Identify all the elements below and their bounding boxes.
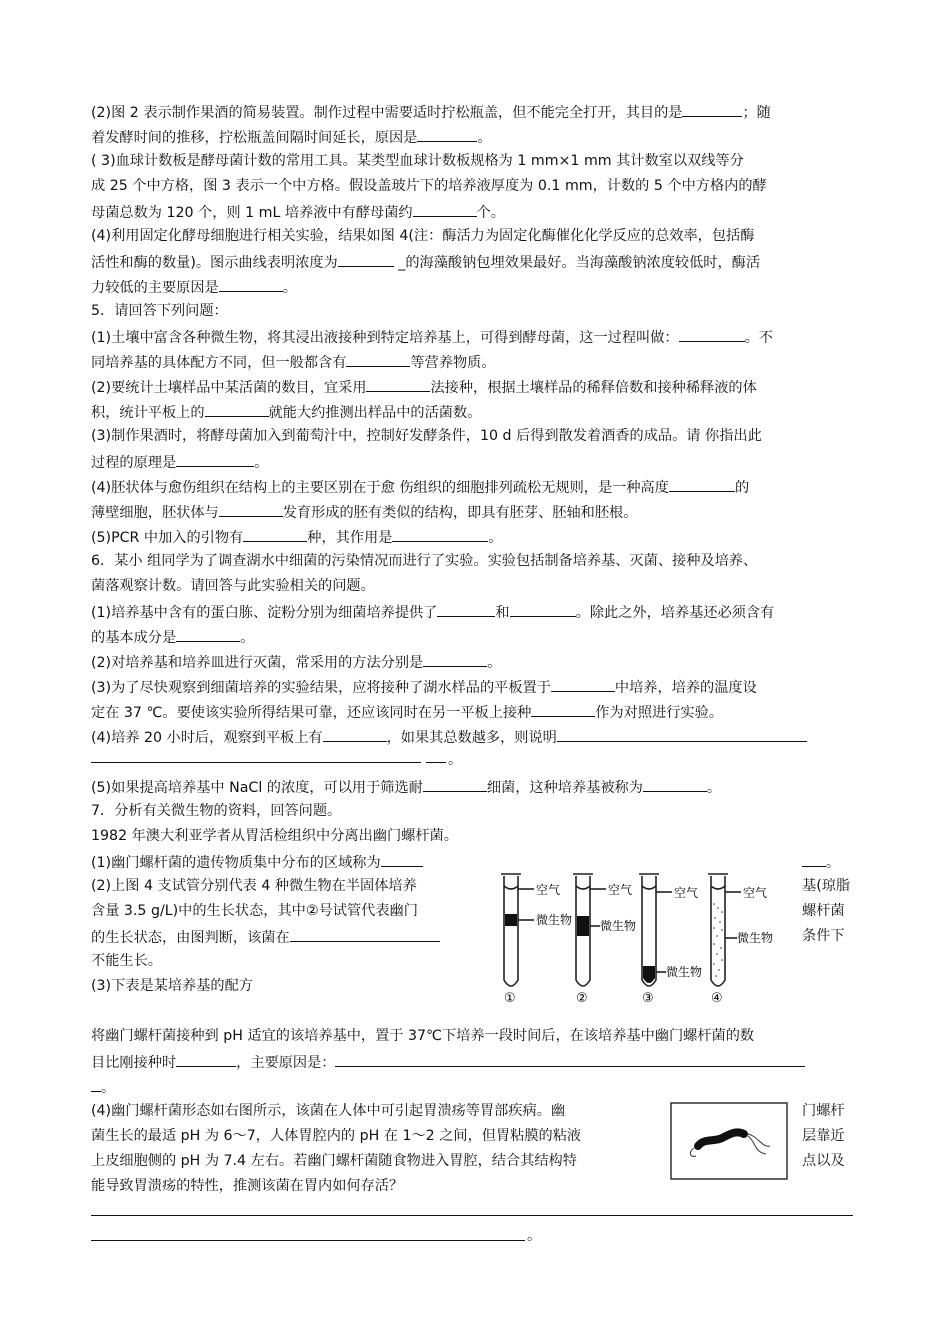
q5-part4-line2: 薄壁细胞，胚状体与 发育形成的胚有类似的结构，即具有胚芽、胚轴和胚根。 <box>91 501 637 523</box>
answer-blank[interactable] <box>176 451 254 467</box>
q7-part3-line: (3)下表是某培养基的配方 <box>91 978 253 994</box>
answer-blank[interactable] <box>205 401 269 417</box>
q7-part1-line: (1)幽门螺杆菌的遗传物质集中分布的区域称为 <box>91 851 423 873</box>
answer-blank[interactable] <box>91 1076 101 1092</box>
answer-blank[interactable] <box>643 776 707 792</box>
q6-part1-line1: (1)培养基中含有的蛋白胨、淀粉分别为细菌培养提供了 和 。除此之外，培养基还必须含有 <box>91 601 774 623</box>
q6-part3-line2: 定在 37 ℃。要使该实验所得结果可靠，还应该同时在另一平板上接种 作为对照进行实验。 <box>91 701 723 723</box>
q7-part2-right2: 螺杆菌 <box>802 903 845 919</box>
q5-part4-line1: (4)胚状体与愈伤组织在结构上的主要区别在于愈 伤组织的细胞排列疏松无规则，是一种高度 的 <box>91 476 749 498</box>
q5-part1-line1: (1)土壤中富含各种微生物，将其浸出液接种到特定培养基上，可得到酵母菌，这一过程叫做： 。不 <box>91 326 773 348</box>
q5-part5-line1: (5)PCR 中加入的引物有 种，其作用是 。 <box>91 526 503 548</box>
microbe-label-3: 微生物 <box>666 965 703 979</box>
q4-part3-line1: ( 3)血球计数板是酵母菌计数的常用工具。某类型血球计数板规格为 1 mm×1 mm 其计数室以双线等分 <box>91 153 744 169</box>
q7-part4-line3: 上皮细胞侧的 pH 为 7.4 左右。若幽门螺杆菌随食物进入胃腔，结合其结构特 <box>91 1153 577 1169</box>
air-label-2: 空气 <box>608 883 633 897</box>
answer-blank[interactable] <box>413 201 477 217</box>
microbe-layer-tube2 <box>577 916 589 936</box>
q7-part2-right3: 条件下 <box>802 928 845 944</box>
q7-part4-line1: (4)幽门螺杆菌形态如右图所示，该菌在人体中可引起胃溃疡等胃部疾病。幽 <box>91 1103 566 1119</box>
q4-part4-line1: (4)利用固定化酵母细胞进行相关实验，结果如图 4(注：酶活力为固定化酶催化化学反应的总效率，包括酶 <box>91 228 755 244</box>
q6-part2-line1: (2)对培养基和培养皿进行灭菌，常采用的方法分别是 。 <box>91 651 501 673</box>
answer-blank[interactable] <box>392 526 488 542</box>
answer-blank[interactable] <box>381 851 423 867</box>
q5-part1-line2: 同培养基的具体配方不同，但一般都含有 等营养物质。 <box>91 351 496 373</box>
q7-part2-right1: 基(琼脂 <box>802 878 851 894</box>
answer-blank[interactable] <box>219 276 283 292</box>
q6-part4-end: 。 <box>448 752 463 768</box>
q6-part4-line1: (4)培养 20 小时后，观察到平板上有 ，如果其总数越多，则说明 <box>91 726 807 748</box>
tube-number-2: ② <box>576 991 588 1004</box>
answer-blank[interactable] <box>437 601 495 617</box>
q4-part4-line3: 力较低的主要原因是 。 <box>91 276 297 298</box>
q4-part4-line2: 活性和酶的数量)。图示曲线表明浓度为 _的海藻酸钠包埋效果最好。当海藻酸钠浓度较低时，酶活 <box>91 251 760 273</box>
answer-blank-line[interactable] <box>426 762 446 763</box>
q7-part4-end: 。 <box>527 1228 542 1244</box>
q5-part2-line1: (2)要统计土壤样品中某活菌的数目，宜采用 法接种，根据土壤样品的稀释倍数和接种稀释液的体 <box>91 376 757 398</box>
q7-part3-cont-line3: 。 <box>91 1076 115 1098</box>
answer-blank[interactable] <box>669 476 735 492</box>
answer-blank[interactable] <box>346 351 410 367</box>
q4-part3-line3: 母菌总数为 120 个，则 1 mL 培养液中有酵母菌约 个。 <box>91 201 505 223</box>
test-tube-figure <box>496 864 776 1004</box>
answer-blank[interactable] <box>417 126 477 142</box>
microbe-label-2: 微生物 <box>600 919 637 933</box>
q7-part2-line2: 含量 3.5 g/L)中的生长状态，其中②号试管代表幽门 <box>91 903 418 919</box>
answer-blank[interactable] <box>679 326 745 342</box>
q7-part3-cont-line1: 将幽门螺杆菌接种到 pH 适宜的该培养基中，置于 37℃下培养一段时间后，在该培养基中幽门螺杆菌的数 <box>91 1028 755 1044</box>
q5-title: 5．请回答下列问题： <box>91 303 228 319</box>
q6-part1-line2: 的基本成分是 。 <box>91 626 254 648</box>
q7-title: 7．分析有关微生物的资料，回答问题。 <box>91 803 342 819</box>
answer-blank[interactable] <box>557 726 807 742</box>
q4-part2-line2: 着发酵时间的推移，拧松瓶盖间隔时间延长，原因是 。 <box>91 126 492 148</box>
answer-blank-line[interactable] <box>91 762 421 763</box>
answer-blank[interactable] <box>551 676 615 692</box>
q7-part1-end: 。 <box>802 851 840 873</box>
q7-part4-right3: 点以及 <box>802 1153 845 1169</box>
q7-part2-line4: 不能生长。 <box>91 953 162 969</box>
answer-blank[interactable] <box>338 251 394 267</box>
q7-part4-line2: 菌生长的最适 pH 为 6～7，人体胃腔内的 pH 在 1～2 之间，但胃粘膜的粘液 <box>91 1128 582 1144</box>
q6-part5-line1: (5)如果提高培养基中 NaCl 的浓度，可以用于筛选耐 细菌，这种培养基被称为 。 <box>91 776 721 798</box>
answer-blank[interactable] <box>323 726 387 742</box>
answer-blank-line[interactable] <box>91 1215 853 1216</box>
answer-blank-line[interactable] <box>91 1240 525 1241</box>
q7-part4-line4: 能导致胃溃疡的特性，推测该菌在胃内如何存活？ <box>91 1178 404 1194</box>
helicobacter-figure <box>670 1102 788 1180</box>
q6-intro-line1: 6．某小 组同学为了调查湖水中细菌的污染情况而进行了实验。实验包括制备培养基、灭菌、接种及培养、 <box>91 553 758 569</box>
tube-number-3: ③ <box>642 991 654 1004</box>
answer-blank[interactable] <box>176 626 240 642</box>
answer-blank[interactable] <box>682 101 742 117</box>
q4-part3-line2: 成 25 个中方格，图 3 表示一个中方格。假设盖玻片下的培养液厚度为 0.1 mm，计数的 5 个中方格内的酵 <box>91 178 767 194</box>
q5-part3-line1: (3)制作果酒时，将酵母菌加入到葡萄汁中，控制好发酵条件，10 d 后得到散发着酒香的成品。请 你指出此 <box>91 428 762 444</box>
answer-blank[interactable] <box>802 851 826 867</box>
q7-intro: 1982 年澳大利亚学者从胃活检组织中分离出幽门螺杆菌。 <box>91 828 458 844</box>
answer-blank[interactable] <box>219 501 283 517</box>
tube-number-1: ① <box>504 991 516 1004</box>
q5-part3-line2: 过程的原理是 。 <box>91 451 268 473</box>
answer-blank[interactable] <box>423 651 487 667</box>
microbe-label-1: 微生物 <box>536 913 573 927</box>
q6-intro-line2: 菌落观察计数。请回答与此实验相关的问题。 <box>91 578 375 594</box>
q7-part3-cont-line2: 目比刚接种时 ，主要原因是： <box>91 1051 805 1073</box>
answer-blank[interactable] <box>423 776 487 792</box>
answer-blank[interactable] <box>531 701 595 717</box>
q7-part2-line1: (2)上图 4 支试管分别代表 4 种微生物在半固体培养 <box>91 878 417 894</box>
answer-blank[interactable] <box>243 526 307 542</box>
q5-part2-line2: 积，统计平板上的 就能大约推测出样品中的活菌数。 <box>91 401 481 423</box>
microbe-dots-tube4 <box>713 903 723 977</box>
air-label-1: 空气 <box>536 883 561 897</box>
answer-blank[interactable] <box>366 376 430 392</box>
q7-part4-right1: 门螺杆 <box>802 1103 845 1119</box>
q4-part2-line1: (2)图 2 表示制作果酒的简易装置。制作过程中需要适时拧松瓶盖，但不能完全打开，其目的是 ；随 <box>91 101 771 123</box>
q6-part3-line1: (3)为了尽快观察到细菌培养的实验结果，应将接种了湖水样品的平板置于 中培养，培养的温度设 <box>91 676 757 698</box>
q7-part2-line3: 的生长状态，由图判断，该菌在 <box>91 926 440 948</box>
microbe-label-4: 微生物 <box>737 931 774 945</box>
tube-number-4: ④ <box>711 991 723 1004</box>
answer-blank[interactable] <box>290 926 440 942</box>
microbe-layer-tube3 <box>643 966 655 983</box>
microbe-layer-tube1 <box>505 914 517 926</box>
q7-part4-right2: 层靠近 <box>802 1128 845 1144</box>
air-label-3: 空气 <box>674 886 699 900</box>
answer-blank[interactable] <box>510 601 576 617</box>
air-label-4: 空气 <box>743 886 768 900</box>
answer-blank[interactable] <box>176 1051 236 1067</box>
answer-blank[interactable] <box>335 1051 805 1067</box>
